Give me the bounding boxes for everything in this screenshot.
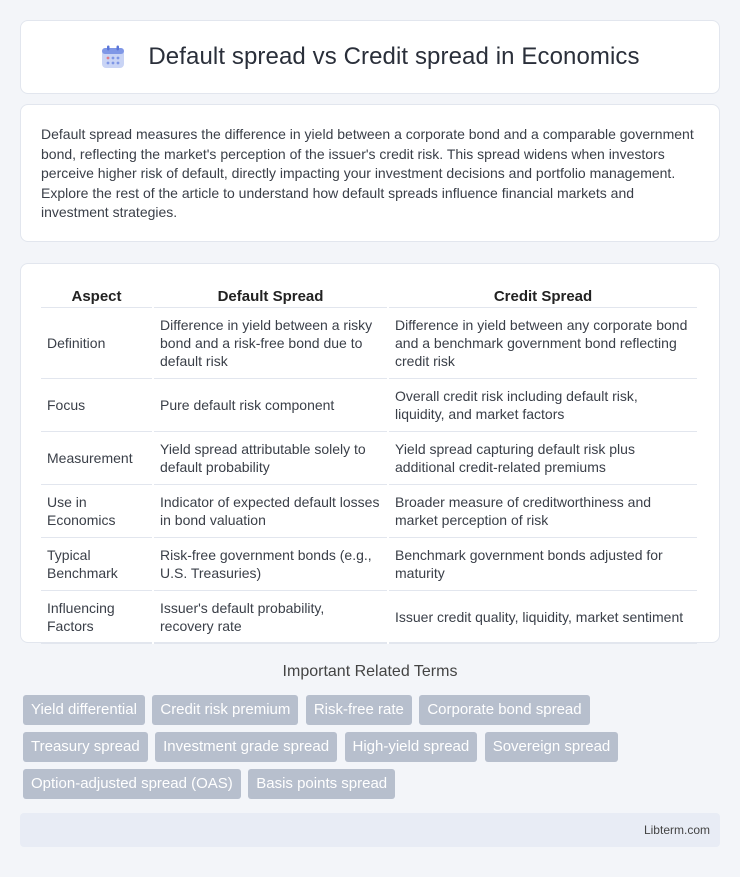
cell-default: Difference in yield between a risky bond and a risk-free bond due to default risk (153, 308, 388, 379)
related-terms-title: Important Related Terms (282, 663, 458, 680)
tag-investment-grade-spread[interactable]: Investment grade spread (155, 732, 337, 762)
tag-yield-differential[interactable]: Yield differential (23, 695, 145, 725)
tag-corporate-bond-spread[interactable]: Corporate bond spread (419, 695, 589, 725)
cell-default: Indicator of expected default losses in bond valuation (153, 485, 388, 538)
tag-risk-free-rate[interactable]: Risk-free rate (306, 695, 412, 725)
cell-credit: Issuer credit quality, liquidity, market sentiment (388, 591, 697, 644)
tag-high-yield-spread[interactable]: High-yield spread (345, 732, 478, 762)
intro-paragraph: Default spread measures the difference in yield between a corporate bond and a comparable government bond, reflecting the market's perception of the issuer's credit risk. This spread widens when investors perceive higher risk of default, directly impacting your investment decisions and portfolio management. Explore the rest of the article to understand how default spreads influence financial markets and investment strategies. (41, 126, 694, 220)
cell-aspect: Definition (41, 308, 153, 379)
header-aspect: Aspect (41, 284, 153, 308)
cell-default: Risk-free government bonds (e.g., U.S. Treasuries) (153, 538, 388, 591)
table-row (41, 591, 697, 644)
tag-sovereign-spread[interactable]: Sovereign spread (485, 732, 619, 762)
title-card (20, 20, 720, 94)
tag-basis-points-spread[interactable]: Basis points spread (248, 769, 395, 799)
cell-credit: Difference in yield between any corporate bond and a benchmark government bond reflecting credit risk (388, 308, 697, 379)
cell-credit: Overall credit risk including default risk, liquidity, and market factors (388, 379, 697, 432)
cell-default: Issuer's default probability, recovery rate (153, 591, 388, 644)
cell-credit: Broader measure of creditworthiness and market perception of risk (388, 485, 697, 538)
intro-card (20, 104, 720, 242)
table-row (41, 485, 697, 538)
table-row (41, 432, 697, 485)
header-default-spread: Default Spread (153, 284, 388, 308)
cell-aspect: Use in Economics (41, 485, 153, 538)
tag-treasury-spread[interactable]: Treasury spread (23, 732, 148, 762)
header-credit-spread: Credit Spread (388, 284, 697, 308)
table-row (41, 379, 697, 432)
comparison-table-card (20, 263, 720, 643)
cell-credit: Benchmark government bonds adjusted for maturity (388, 538, 697, 591)
footer-site-link[interactable]: Libterm.com (643, 823, 710, 837)
cell-default: Pure default risk component (153, 379, 388, 432)
cell-aspect: Focus (41, 379, 153, 432)
table-row (41, 538, 697, 591)
table-row (41, 308, 697, 379)
cell-aspect: Measurement (41, 432, 153, 485)
tag-option-adjusted-spread[interactable]: Option-adjusted spread (OAS) (23, 769, 241, 799)
cell-credit: Yield spread capturing default risk plus additional credit-related premiums (388, 432, 697, 485)
cell-default: Yield spread attributable solely to default probability (153, 432, 388, 485)
calendar-icon (100, 44, 126, 70)
page-title: Default spread vs Credit spread in Economics (148, 43, 640, 70)
cell-aspect: Influencing Factors (41, 591, 153, 644)
cell-aspect: Typical Benchmark (41, 538, 153, 591)
related-terms-tags (23, 695, 723, 806)
table-header-row (41, 284, 697, 308)
tag-credit-risk-premium[interactable]: Credit risk premium (152, 695, 298, 725)
footer (20, 813, 720, 847)
comparison-table (41, 284, 697, 644)
